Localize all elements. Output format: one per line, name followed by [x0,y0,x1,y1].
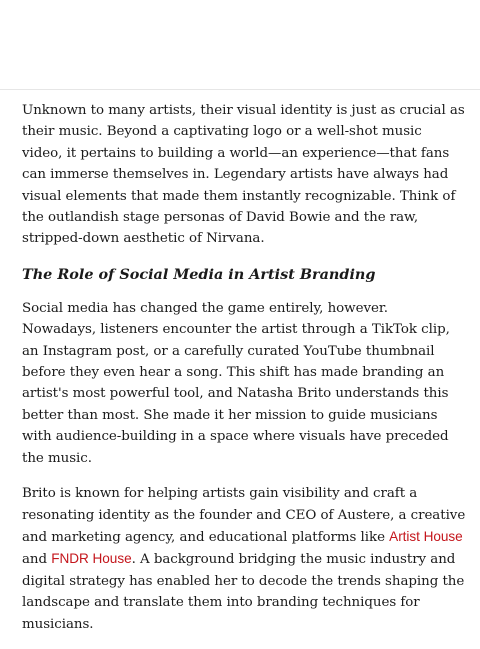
paragraph-brito-text-before: Brito is known for helping artists gain visibility and craft a resonating identity as the founder and CEO of Austere, a creative and marketing agency, and educational platforms like [22,486,466,545]
fndr-house-link[interactable]: FNDR House [51,551,132,567]
article-body [22,100,466,649]
paragraph-social-media: Social media has changed the game entirely, however. Nowadays, listeners encounter the artist through a TikTok clip, an Instagram post, or a carefully curated YouTube thumbnail before they even hear a song. This shift has made branding an artist's most powerful tool, and Natasha Brito understands this better than most. She made it her mission to guide musicians with audience-building in a space where visuals have preceded the music. [22,300,450,466]
artist-house-link[interactable]: Artist House [389,528,463,544]
paragraph-brito-text-between: and [22,552,52,568]
top-divider [0,89,480,90]
paragraph-brito-text-after: . A background bridging the music industry and digital strategy has enabled her to decode the trends shaping the landscape and translate them into branding techniques for musicians. [22,552,465,632]
paragraph-brito [22,483,466,635]
paragraph-intro: Unknown to many artists, their visual identity is just as crucial as their music. Beyond a captivating logo or a well-shot music video, it pertains to building a world—an experience—that fans can immerse themselves in. Legendary artists have always had visual elements that made them instantly recognizable. Think of the outlandish stage personas of David Bowie and the raw, stripped-down aesthetic of Nirvana. [22,103,465,247]
section-heading: The Role of Social Media in Artist Branding [22,265,376,283]
